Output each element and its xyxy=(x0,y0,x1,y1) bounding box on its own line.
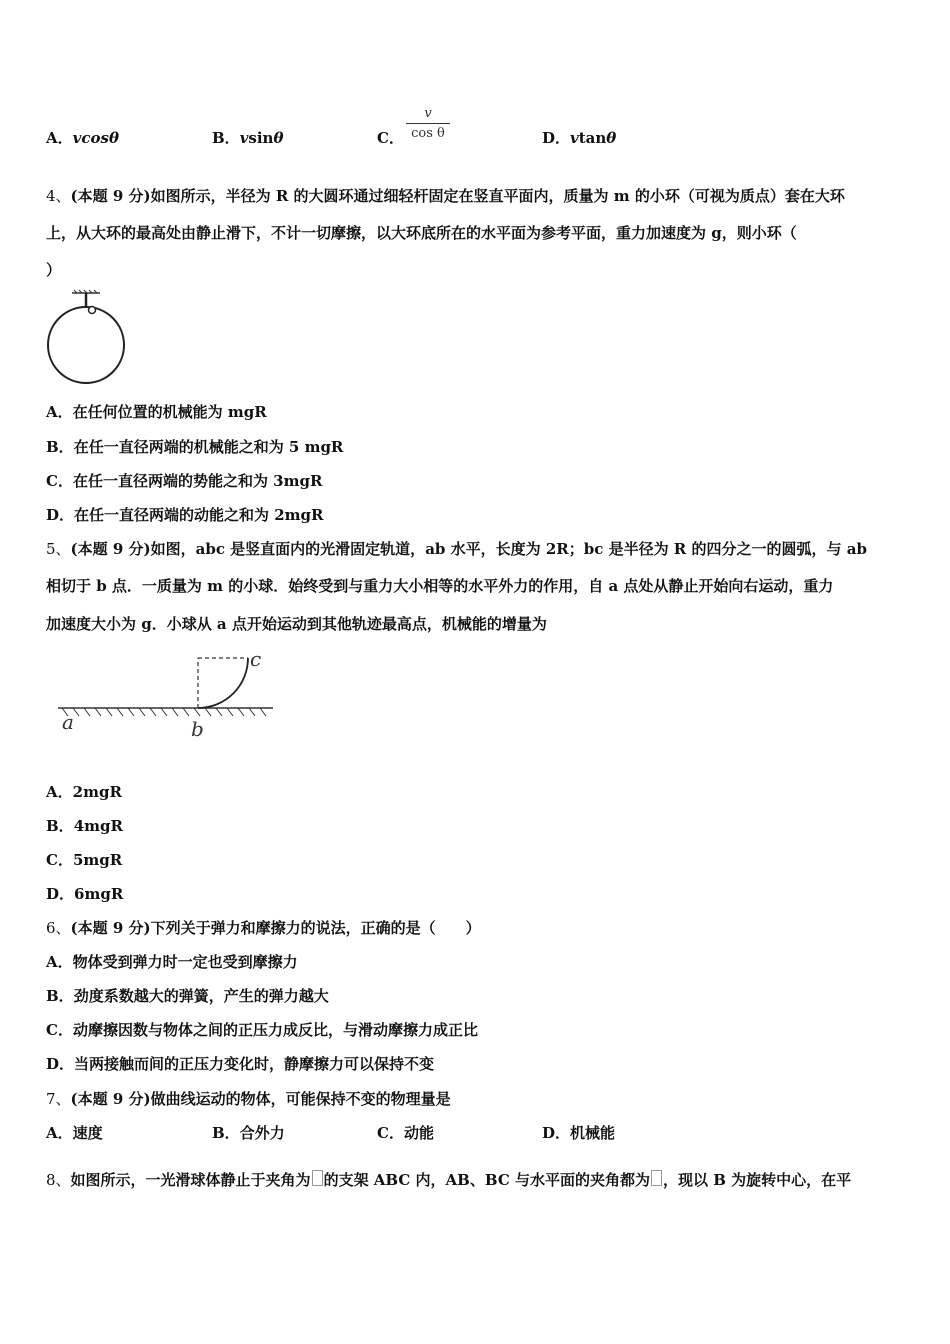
q3-option-b: B．vsinθ xyxy=(212,129,284,147)
q4-option-c: C．在任一直径两端的势能之和为 3mgR xyxy=(46,472,323,490)
q3-option-a: A．vcosθ xyxy=(46,129,119,147)
q3-option-c-letter: C． xyxy=(377,129,404,147)
q3-option-d: D．vtanθ xyxy=(542,129,617,147)
q5-option-d: D．6mgR xyxy=(46,885,124,903)
q5-stem-line-3: 加速度大小为 g．小球从 a 点开始运动到其他轨迹最高点，机械能的增量为 xyxy=(46,615,547,633)
q7-stem: 7、(本题 9 分)做曲线运动的物体，可能保持不变的物理量是 xyxy=(46,1090,451,1108)
q7-option-d: D．机械能 xyxy=(542,1124,616,1142)
fraction-denominator: cos θ xyxy=(411,126,445,141)
missing-glyph-icon xyxy=(651,1170,662,1186)
q5-stem-line-2: 相切于 b 点．一质量为 m 的小球．始终受到与重力大小相等的水平外力的作用，自 a 点处从静止开始向右运动，重力 xyxy=(46,577,834,595)
q5-option-b: B．4mgR xyxy=(46,817,123,835)
q5-option-a: A．2mgR xyxy=(46,783,122,801)
q4-ring-figure xyxy=(44,290,130,386)
q6-stem: 6、(本题 9 分)下列关于弹力和摩擦力的说法，正确的是（ ） xyxy=(46,919,481,937)
q4-stem-line-3: ） xyxy=(46,261,62,279)
point-a-label: a xyxy=(62,710,74,734)
q4-stem-line-2: 上，从大环的最高处由静止滑下，不计一切摩擦，以大环底所在的水平面为参考平面，重力加速度为 g，则小环（ xyxy=(46,224,797,242)
point-c-label: c xyxy=(250,647,262,671)
q6-option-c: C．动摩擦因数与物体之间的正压力成反比，与滑动摩擦力成正比 xyxy=(46,1021,478,1039)
q6-option-a: A．物体受到弹力时一定也受到摩擦力 xyxy=(46,953,298,971)
q4-stem-line-1: 4、(本题 9 分)如图所示，半径为 R 的大圆环通过细轻杆固定在竖直平面内，质量为 m 的小环（可视为质点）套在大环 xyxy=(46,187,845,205)
q3-option-c-fraction xyxy=(406,106,450,141)
missing-glyph-icon xyxy=(312,1170,323,1186)
fraction-numerator: v xyxy=(424,106,432,121)
q6-option-d: D．当两接触而间的正压力变化时，静摩擦力可以保持不变 xyxy=(46,1055,435,1073)
q7-option-b: B．合外力 xyxy=(212,1124,285,1142)
q5-option-c: C．5mgR xyxy=(46,851,123,869)
q7-option-a: A．速度 xyxy=(46,1124,103,1142)
q4-option-d: D．在任一直径两端的动能之和为 2mgR xyxy=(46,506,324,524)
point-b-label: b xyxy=(191,717,204,741)
q5-stem-line-1: 5、(本题 9 分)如图，abc 是竖直面内的光滑固定轨道，ab 水平，长度为 2R；bc 是半径为 R 的四分之一的圆弧，与 ab xyxy=(46,540,867,558)
q5-track-figure xyxy=(48,647,278,745)
q6-option-b: B．劲度系数越大的弹簧，产生的弹力越大 xyxy=(46,987,329,1005)
q8-stem-line-1: 8、如图所示，一光滑球体静止于夹角为 的支架 ABC 内，AB、BC 与水平面的夹角都为 ，现以 B 为旋转中心，在平 xyxy=(46,1171,852,1189)
q4-option-a: A．在任何位置的机械能为 mgR xyxy=(46,403,267,421)
q7-option-c: C．动能 xyxy=(377,1124,434,1142)
q4-option-b: B．在任一直径两端的机械能之和为 5 mgR xyxy=(46,438,344,456)
